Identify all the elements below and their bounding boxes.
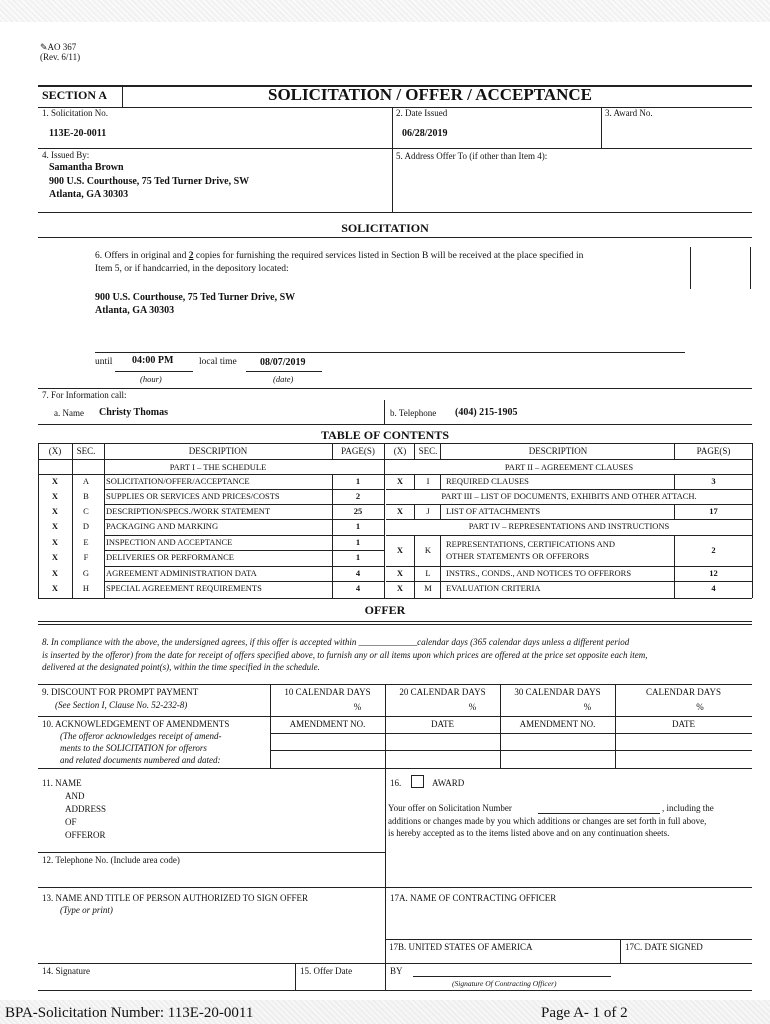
toc-row-desc: SPECIAL AGREEMENT REQUIREMENTS (106, 583, 262, 593)
toc-divider (72, 443, 73, 598)
issued-by-address-1[interactable]: 900 U.S. Courthouse, 75 Ted Turner Drive, SW (49, 176, 250, 187)
amendment-no-col-1: AMENDMENT NO. (289, 719, 366, 729)
scan-top-band (0, 0, 770, 22)
until-label: until (95, 357, 113, 367)
signature-label: 14. Signature (42, 966, 90, 976)
section-label: SECTION A (42, 88, 108, 102)
discount-other-pct[interactable]: % (696, 702, 704, 712)
signer-label: 13. NAME AND TITLE OF PERSON AUTHORIZED TO SIGN OFFER (42, 893, 309, 903)
offeror-name-label: 11. NAME (42, 778, 82, 788)
co-signature-caption: (Signature Of Contracting Officer) (452, 979, 557, 988)
amendments-label: 10. ACKNOWLEDGEMENT OF AMENDMENTS (42, 719, 230, 729)
contact-name-label: a. Name (54, 408, 84, 418)
toc-part-2: PART II – AGREEMENT CLAUSES (504, 462, 634, 472)
deadline-time[interactable]: 04:00 PM (132, 355, 174, 366)
offeror-address-label: ADDRESS (65, 804, 107, 814)
offer-date-label: 15. Offer Date (300, 966, 353, 976)
toc-row-pages[interactable]: 4 (355, 583, 361, 593)
toc-col-sec-left: SEC. (76, 446, 96, 456)
discount-30-days: 30 CALENDAR DAYS (514, 687, 601, 697)
toc-row-x[interactable]: X (51, 568, 59, 578)
offers-paragraph-line1 (95, 251, 583, 261)
toc-row-pages[interactable]: 1 (355, 476, 361, 486)
toc-row-j-sec: J (426, 506, 430, 516)
toc-row-k-desc-1: REPRESENTATIONS, CERTIFICATIONS AND (446, 539, 616, 549)
toc-rule (386, 489, 752, 490)
address-offer-label: 5. Address Offer To (if other than Item 4): (396, 151, 548, 161)
toc-divider (414, 443, 415, 459)
discount-10-days: 10 CALENDAR DAYS (284, 687, 371, 697)
toc-rule (104, 489, 384, 490)
offer-heading: OFFER (364, 603, 406, 617)
form-rev: (Rev. 6/11) (40, 52, 81, 62)
toc-row-l-desc: INSTRS., CONDS., AND NOTICES TO OFFERORS (446, 568, 632, 578)
toc-divider (414, 504, 415, 519)
toc-col-x-right: (X) (393, 446, 407, 456)
award-no-label: 3. Award No. (605, 108, 653, 118)
toc-row-sec: D (82, 521, 90, 531)
toc-rule (104, 504, 384, 505)
discount-20-days: 20 CALENDAR DAYS (399, 687, 486, 697)
toc-divider (332, 474, 333, 598)
toc-col-desc-left: DESCRIPTION (188, 446, 248, 456)
toc-row-i-sec: I (426, 476, 430, 486)
toc-row-x[interactable]: X (51, 491, 59, 501)
toc-rule (104, 535, 384, 536)
award-text-2: additions or changes made by you which additions or changes are set forth in full above, (388, 816, 707, 826)
toc-part-3: PART III – LIST OF DOCUMENTS, EXHIBITS AND OTHER ATTACH. (441, 491, 697, 501)
toc-divider (674, 535, 675, 598)
footer-page-number: Page A- 1 of 2 (541, 1005, 628, 1021)
deadline-date[interactable]: 08/07/2019 (260, 357, 306, 368)
toc-row-pages[interactable]: 2 (355, 491, 361, 501)
offeror-of-label: OF (65, 817, 77, 827)
toc-rule (104, 566, 384, 567)
toc-row-m-x[interactable]: X (396, 583, 404, 593)
offers-rest: copies for furnishing the required services listed in Section B will be received at the place specified in (193, 251, 584, 261)
contact-telephone-value[interactable]: (404) 215-1905 (455, 407, 518, 418)
toc-row-desc: INSPECTION AND ACCEPTANCE (106, 537, 233, 547)
offeror-offeror-label: OFFEROR (65, 830, 106, 840)
toc-row-i-x[interactable]: X (396, 476, 404, 486)
date-signed-label: 17C. DATE SIGNED (625, 942, 703, 952)
amendments-sub-3: and related documents numbered and dated: (60, 755, 221, 765)
toc-rule (386, 519, 752, 520)
offers-prefix: 6. Offers in original and (95, 251, 189, 261)
local-time-label: local time (199, 357, 237, 367)
toc-row-desc: DESCRIPTION/SPECS./WORK STATEMENT (106, 506, 271, 516)
award-text-1b: , including the (662, 803, 714, 813)
toc-row-j-pages[interactable]: 17 (709, 506, 718, 516)
date-caption: (date) (273, 374, 294, 384)
toc-divider (752, 443, 753, 598)
toc-row-m-pages[interactable]: 4 (711, 583, 716, 593)
toc-row-x[interactable]: X (51, 552, 59, 562)
toc-row-m-sec: M (424, 583, 432, 593)
toc-row-j-x[interactable]: X (396, 506, 404, 516)
toc-rule (38, 474, 752, 475)
toc-col-desc-right: DESCRIPTION (528, 446, 588, 456)
usa-label: 17B. UNITED STATES OF AMERICA (389, 942, 533, 952)
discount-label: 9. DISCOUNT FOR PROMPT PAYMENT (42, 687, 199, 697)
contracting-officer-name-label: 17A. NAME OF CONTRACTING OFFICER (390, 893, 557, 903)
toc-row-sec: F (83, 552, 89, 562)
toc-divider (440, 504, 441, 519)
toc-row-pages[interactable]: 4 (355, 568, 361, 578)
amendment-date-col-2: DATE (672, 719, 695, 729)
toc-row-l-sec: L (425, 568, 431, 578)
page-title: SOLICITATION / OFFER / ACCEPTANCE (268, 85, 592, 104)
footer-solicitation-number: BPA-Solicitation Number: 113E-20-0011 (5, 1005, 254, 1021)
toc-divider (674, 443, 675, 459)
offer-paragraph-3: delivered at the designated point(s), within the time specified in the schedule. (42, 662, 320, 672)
toc-rule (104, 550, 384, 551)
toc-row-k-x[interactable]: X (396, 545, 404, 555)
toc-row-pages[interactable]: 25 (353, 506, 363, 516)
issued-by-name[interactable]: Samantha Brown (49, 162, 124, 173)
toc-rule (104, 519, 384, 520)
award-text-3: is hereby accepted as to the items listed above and on any continuation sheets. (388, 828, 670, 838)
toc-col-pages-right: PAGE(S) (696, 446, 731, 456)
toc-row-i-pages[interactable]: 3 (711, 476, 716, 486)
date-issued-value[interactable]: 06/28/2019 (402, 128, 448, 139)
offer-paragraph-2: is inserted by the offeror) from the date for receipt of offers specified above, to furnish any or all items upon which prices are offered at the price set opposite each item, (42, 650, 648, 660)
toc-rule (104, 581, 384, 582)
copies-count[interactable]: 2 (188, 251, 194, 261)
toc-divider (414, 535, 415, 598)
toc-row-x[interactable]: X (51, 537, 59, 547)
toc-row-pages[interactable]: 1 (355, 552, 361, 562)
award-text-1a: Your offer on Solicitation Number (388, 803, 512, 813)
toc-row-desc: PACKAGING AND MARKING (106, 521, 219, 531)
hour-caption: (hour) (140, 374, 162, 384)
by-label: BY (390, 966, 403, 976)
pen-icon: ✎ (40, 42, 48, 52)
contact-telephone-label: b. Telephone (390, 408, 437, 418)
issued-by-label: 4. Issued By: (42, 150, 90, 160)
date-issued-label: 2. Date Issued (396, 108, 448, 118)
toc-row-sec: B (83, 491, 89, 501)
amendment-no-col-2: AMENDMENT NO. (519, 719, 596, 729)
toc-row-x[interactable]: X (51, 476, 59, 486)
toc-row-sec: H (82, 583, 90, 593)
solicitation-no-label: 1. Solicitation No. (42, 108, 108, 118)
toc-row-x[interactable]: X (51, 583, 59, 593)
discount-30-pct[interactable]: % (583, 702, 592, 712)
toc-divider (384, 443, 385, 598)
toc-row-l-x[interactable]: X (396, 568, 404, 578)
toc-divider (440, 535, 441, 598)
award-label: AWARD (432, 778, 465, 788)
toc-row-l-pages[interactable]: 12 (709, 568, 718, 578)
toc-row-pages[interactable]: 1 (355, 521, 361, 531)
toc-col-sec-right: SEC. (418, 446, 438, 456)
amendment-date-col-1: DATE (431, 719, 454, 729)
toc-row-k-desc-2: OTHER STATEMENTS OR OFFERORS (446, 551, 590, 561)
toc-rule (38, 459, 752, 460)
toc-row-j-desc: LIST OF ATTACHMENTS (446, 506, 541, 516)
toc-row-i-desc: REQUIRED CLAUSES (446, 476, 529, 486)
toc-row-sec: C (83, 506, 89, 516)
depository-address-2[interactable]: Atlanta, GA 30303 (95, 305, 175, 316)
toc-divider (104, 443, 105, 598)
offer-paragraph-1: 8. In compliance with the above, the undersigned agrees, if this offer is accepted within _____________calendar days (365 calendar days unless a different period (42, 637, 630, 647)
depository-address-1[interactable]: 900 U.S. Courthouse, 75 Ted Turner Drive, SW (95, 292, 296, 303)
solicitation-no-value[interactable]: 113E-20-0011 (49, 128, 107, 139)
discount-calendar-days: CALENDAR DAYS (646, 687, 721, 697)
toc-divider (440, 443, 441, 459)
toc-row-sec: A (82, 476, 90, 486)
discount-10-pct[interactable]: % (353, 702, 362, 712)
toc-col-pages-left: PAGE(S) (341, 446, 375, 456)
toc-divider (440, 474, 441, 489)
discount-20-pct[interactable]: % (468, 702, 477, 712)
toc-divider (674, 474, 675, 489)
toc-row-desc: DELIVERIES OR PERFORMANCE (106, 552, 234, 562)
offeror-and-label: AND (65, 791, 85, 801)
toc-row-desc: AGREEMENT ADMINISTRATION DATA (106, 568, 257, 578)
toc-row-k-pages[interactable]: 2 (711, 545, 716, 555)
toc-divider (38, 443, 39, 598)
award-number: 16. (390, 778, 402, 788)
toc-row-k-sec: K (424, 545, 432, 555)
toc-row-m-desc: EVALUATION CRITERIA (446, 583, 541, 593)
toc-divider (332, 443, 333, 459)
solicitation-heading: SOLICITATION (341, 221, 429, 235)
toc-col-x-left: (X) (48, 446, 62, 456)
toc-row-sec: E (83, 537, 89, 547)
toc-row-desc: SUPPLIES OR SERVICES AND PRICES/COSTS (106, 491, 280, 501)
toc-row-x[interactable]: X (51, 506, 59, 516)
contact-name-value[interactable]: Christy Thomas (99, 407, 168, 418)
discount-subtitle: (See Section I, Clause No. 52-232-8) (55, 700, 188, 710)
toc-row-x[interactable]: X (51, 521, 59, 531)
award-checkbox[interactable] (411, 775, 424, 788)
offers-paragraph-line2: Item 5, or if handcarried, in the depository located: (95, 264, 289, 274)
telephone-label: 12. Telephone No. (Include area code) (42, 855, 180, 865)
toc-heading: TABLE OF CONTENTS (320, 428, 450, 442)
toc-rule (38, 598, 752, 599)
toc-part-4: PART IV – REPRESENTATIONS AND INSTRUCTIONS (468, 521, 670, 531)
toc-row-pages[interactable]: 1 (355, 537, 361, 547)
toc-divider (414, 474, 415, 489)
amendments-sub-1: (The offeror acknowledges receipt of amend- (60, 731, 222, 741)
form-id-text: AO 367 (47, 42, 77, 52)
signer-sub: (Type or print) (60, 905, 113, 915)
toc-row-sec: G (82, 568, 90, 578)
toc-divider (674, 504, 675, 519)
info-call-label: 7. For Information call: (42, 390, 127, 400)
amendments-sub-2: ments to the SOLICITATION for offerors (60, 743, 207, 753)
toc-part-1: PART I – THE SCHEDULE (169, 462, 267, 472)
toc-row-desc: SOLICITATION/OFFER/ACCEPTANCE (106, 476, 250, 486)
issued-by-address-2[interactable]: Atlanta, GA 30303 (49, 189, 129, 200)
